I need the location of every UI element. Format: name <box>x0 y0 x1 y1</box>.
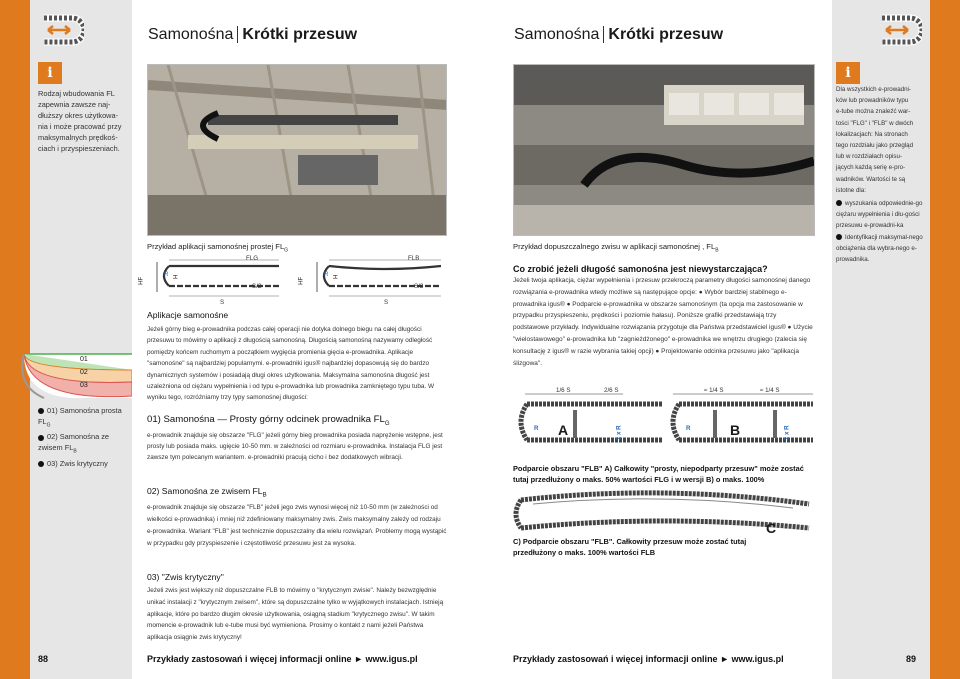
arc-legend: 01) Samonośna prosta $FL_G$ 02) Samonośna ze zwisem $FL_B$ 03) Zwis krytyczny <box>38 406 122 468</box>
left-photo-caption: Przykład aplikacji samonośnej prostej $FL_G$ <box>147 242 289 254</box>
right-edge-bar <box>930 0 960 679</box>
crane-application-photo <box>147 64 447 236</box>
left-page-number: 88 <box>38 654 49 664</box>
caption-c: C) Podparcie obszaru "FLB". Całkowity przesuw może zostać tutaj przedłużony o maks. 100% wartości FLB <box>513 537 747 557</box>
section-03 <box>147 572 447 644</box>
sag-application-photo <box>513 64 815 236</box>
info-icon: i <box>836 62 860 84</box>
sag-arc-diagram <box>14 346 132 406</box>
right-page-title: Samonośna Krótki przesuw <box>514 26 724 43</box>
left-page-title: Samonośna Krótki przesuw <box>148 26 358 43</box>
info-icon: i <box>38 62 62 84</box>
label-s2: S/2 <box>252 283 262 290</box>
left-edge-bar <box>0 0 30 679</box>
arc-label-03: 03 <box>80 382 88 389</box>
left-info-text: Rodzaj wbudowania FL zapewnia zawsze naj- dłuższy okres użytkowa- nia i może pracować przy maksymalnych prędkoś- ciach i przyspieszeniach. <box>38 89 122 153</box>
label-r: R <box>324 271 329 278</box>
label-s: S <box>220 299 225 306</box>
label-flg: FLG <box>246 255 259 262</box>
label-flb: FLB <box>408 255 420 262</box>
section-02-title: 02) Samonośna ze zwisem FL <box>147 486 263 496</box>
label-b: B <box>730 422 741 438</box>
label-r: R <box>534 425 539 432</box>
chain-arrow-icon <box>38 12 84 50</box>
section-03-title: 03) "Zwis krytyczny" <box>147 572 224 582</box>
right-footer-link[interactable]: Przykłady zastosowań i więcej informacji online ► www.igus.pl <box>513 654 784 664</box>
left-footer-link[interactable]: Przykłady zastosowań i więcej informacji online ► www.igus.pl <box>147 654 418 664</box>
arc-label-01: 01 <box>80 356 88 363</box>
caption-ab: Podparcie obszaru "FLB" A) Całkowity "prosty, niepodparty przesuw" może zostać tutaj przedłużony o maks. 50% wartości FLG i w wersji B) o maks. 100% <box>513 464 804 484</box>
arc-label-02: 02 <box>80 369 88 376</box>
label-hf: HF <box>297 276 305 285</box>
label-c: C <box>766 520 777 536</box>
label-h: H <box>332 274 340 280</box>
label-s2: S/2 <box>414 283 424 290</box>
section-02-body: e-prowadnik znajduje się obszarze "FLB" jeżeli jego zwis wynosi więcej niż 10-50 mm (w zależności od wielkości e-prowadnika) i mniej niż zdefiniowany maksymalny zwis. Zwis maksymalny zależy od rodzaju e-prowadnika. Wariant "FLB" jest technicznie dopuszczalny dla wielu rozwiązań. Problemy mogą wystąpić w przypadku gdy przyspieszenie i częstotliwość przesuwu jest za wysoka. <box>147 503 447 547</box>
right-photo-caption: Przykład dopuszczalnego zwisu w aplikacji samonośnej , $FL_B$ <box>513 242 719 254</box>
intro-section <box>147 310 447 404</box>
label-b-s2: ≈ 1/4 S <box>760 387 780 394</box>
label-r: R <box>164 271 169 278</box>
label-r: R <box>686 425 691 432</box>
section-02: 02) Samonośna ze zwisem $FL_B$ e-prowadnik znajduje się obszarze "FLB" jeżeli jego zwis wynosi więcej niż 10-50 mm (w zależności od wielkości e-prowadnika) i mniej niż zdefiniowany maksymalny zwis. Zwis maksymalny zależy od rodzaju e-prowadnika. Wariant "FLB" jest technicznie dopuszczalny dla wielu rozwiązań. Problemy mogą wystąpić w przypadku gdy przyspieszenie i częstotliwość przesuwu jest za wysoka. <box>147 486 447 550</box>
label-a-s1: 1/6 S <box>556 387 571 394</box>
label-a: A <box>558 422 569 438</box>
label-2xr: 2 x R <box>615 425 623 441</box>
label-b-s1: ≈ 1/4 S <box>704 387 724 394</box>
section-03-body: Jeżeli zwis jest większy niż dopuszczalne FLB to mówimy o "krytycznym zwisie". Należy bezwzględnie unikać instalacji z "krytycznym zwisem", które są dopuszczalne tylko w wyjątkowych instalacjach. Istnieją aplikacje, które po bardzo długim okresie użytkowania, osiągną stadium "krytycznego zwisu". W takim momencie e-prowadnik lub e-tube musi być wymieniona. Prosimy o kontakt z nami jeżeli Państwa aplikacja osiągnie zwis krytyczny! <box>147 587 444 642</box>
label-hf: HF <box>137 276 145 285</box>
label-a-s2: 2/6 S <box>604 387 619 394</box>
answer-body: Jeżeli twoja aplikacja, ciężar wypełnienia i przesuw przekroczą parametry długości samonośnej danego rozwiązania e-prowadnika wtedy możliwe są następujące opcje: ● Wybór bardziej stabilnego e-prowadnika igus® ● Podparcie e-prowadnika w obszarze samonośnym (ta opcja ma zastosowanie w przypadku przyspieszeniu, prędkości i poziomie hałasu). Poniższe grafiki przedstawiają trzy podstawowe przykłady. Indywidualne rozwiązania przygotuje dla Państwa przedstawiciel igus® ● Użycie "wielostawowego" e-prowadnika lub "zagnieżdżonego" e-prowadnika we wnętrzu drugiego (zalecia się konsultację z igus® w razie wybrania takiej opcji) ● Projektowanie odcinka przesuwu jako "aplikacja ślizgowa". <box>513 277 813 367</box>
label-2xr: 2 x R <box>783 425 791 441</box>
right-page-number: 89 <box>906 654 917 664</box>
question-heading: Co zrobić jeżeli długość samonośna jest niewystarczająca? <box>513 264 768 274</box>
label-h: H <box>172 274 180 280</box>
label-s: S <box>384 299 389 306</box>
intro-body: Jeżeli górny bieg e-prowadnika podczas całej operacji nie dotyka dolnego biegu na całej długości przesuwu to mówimy o aplikacji z długością samonośną. Długością samonośną nazywamy odległość pomiędzy końcem ruchomym a początkiem wygięcia promienia gięcia e-prowadnika. Aplikacje "samonośne" są najbardziej popularnymi. e-prowadniki igus® najbardziej dopasowują się do bardzo dynamicznych systemów i posiadają długi okres użytkowania. Maksymalna samonośna długość jest uzależniona od ciężaru wypełnienia i od typu e-prowadnika lub prowadnika zamkniętego typu tuba. W wyniku tego, rozróżniamy trzy typy samonośnej długości: <box>147 326 435 402</box>
section-01-body: e-prowadnik znajduje się obszarze "FLG" jeżeli górny bieg prowadnika posiada naprężenie wstępne, jest prosty lub posiada maks. ugięcie 10-50 mm. w zależności od rozmiaru e-prowadnika. Instalacja FLG jest zawsze tym polecanym wariantem. e-prowadniki pracują cicho i bez dodatkowych wibracji. <box>147 431 443 462</box>
intro-title: Aplikacje samonośne <box>147 310 229 320</box>
section-01-title: 01) Samonośna — Prosty górny odcinek prowadnika FL <box>147 414 385 425</box>
section-01: 01) Samonośna — Prosty górny odcinek prowadnika $FL_G$ e-prowadnik znajduje się obszarze "FLG" jeżeli górny bieg prowadnika posiada naprężenie wstępne, jest prosty lub posiada maks. ugięcie 10-50 mm. w zależności od rozmiaru e-prowadnika. Instalacja FLG jest zawsze tym polecanym wariantem. e-prowadniki pracują cicho i bez dodatkowych wibracji. <box>147 414 447 464</box>
chain-arrow-icon <box>876 12 922 50</box>
right-info-text: Dla wszystkich e-prowadni- ków lub prowadników typu e-tube można znaleźć war- tości "FLG" i "FLB" w dwóch lokalizacjach: Na stronach tego rozdziału jako przegląd lub w rozdziałach opisu- jących każdą serię e-pro- wadników. Wartości te są istotne dla: wyszukania odpowiednie-go ciężaru wypełnienia i dłu-gości przesuwu e-prowadni-ka Identyfikacji maksymal-nego obciążenia dla wybra-nego e-prowadnika. <box>836 86 923 264</box>
